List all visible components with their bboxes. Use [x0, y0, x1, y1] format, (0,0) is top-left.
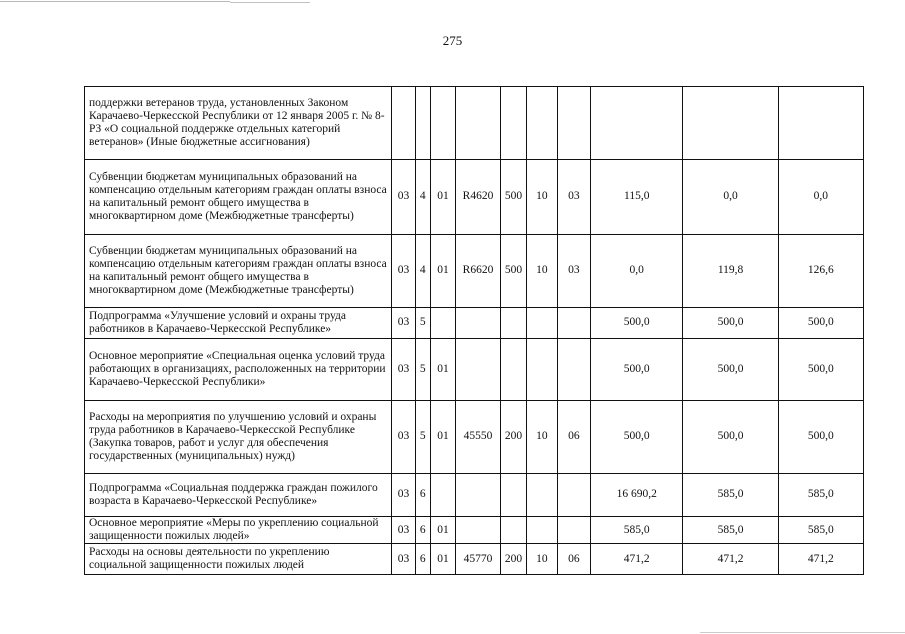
amount-year-2: 119,8 [683, 235, 778, 308]
code-subprogram: 4 [415, 235, 430, 308]
amount-year-3 [778, 87, 863, 160]
code-event: 01 [430, 160, 455, 235]
code-subprogram: 6 [415, 474, 430, 517]
code-event [430, 87, 455, 160]
code-direction [456, 87, 501, 160]
code-subsection [557, 87, 590, 160]
code-event: 01 [430, 517, 455, 544]
code-direction: 45770 [456, 544, 501, 575]
amount-year-3: 0,0 [778, 160, 863, 235]
code-section: 10 [527, 544, 557, 575]
amount-year-3: 500,0 [778, 308, 863, 339]
row-name: Основное мероприятие «Специальная оценка условий труда работающих в организациях, расположенных на территории Карачаево-Черкесской Республики» [85, 339, 392, 401]
scan-artifact [230, 2, 310, 3]
code-expense-type [500, 474, 526, 517]
code-subprogram: 5 [415, 308, 430, 339]
code-section [527, 308, 557, 339]
code-section [527, 474, 557, 517]
code-expense-type: 500 [500, 235, 526, 308]
row-name: поддержки ветеранов труда, установленных Законом Карачаево-Черкесской Республики от 12 января 2005 г. № 8-РЗ «О социальной поддержке отдельных категорий ветеранов» (Иные бюджетные ассигнования) [85, 87, 392, 160]
code-program: 03 [392, 235, 415, 308]
row-name: Подпрограмма «Улучшение условий и охраны труда работников в Карачаево-Черкесской Республике» [85, 308, 392, 339]
amount-year-2: 0,0 [683, 160, 778, 235]
amount-year-3: 500,0 [778, 339, 863, 401]
code-expense-type [500, 87, 526, 160]
amount-year-1: 0,0 [591, 235, 683, 308]
code-subsection: 06 [557, 544, 590, 575]
row-name: Расходы на мероприятия по улучшению условий и охраны труда работников в Карачаево-Черкесской Республике (Закупка товаров, работ и услуг для обеспечения государственных (муниципальных) нужд) [85, 401, 392, 474]
code-section [527, 517, 557, 544]
code-program [392, 87, 415, 160]
code-section: 10 [527, 160, 557, 235]
code-direction [456, 517, 501, 544]
code-subprogram [415, 87, 430, 160]
code-event: 01 [430, 235, 455, 308]
code-direction: R4620 [456, 160, 501, 235]
code-expense-type [500, 339, 526, 401]
table-row [85, 87, 864, 160]
code-expense-type: 500 [500, 160, 526, 235]
code-direction [456, 339, 501, 401]
code-section: 10 [527, 401, 557, 474]
amount-year-3: 471,2 [778, 544, 863, 575]
scan-artifact [700, 632, 905, 633]
code-event [430, 474, 455, 517]
table-row [85, 339, 864, 401]
code-expense-type [500, 517, 526, 544]
amount-year-1 [591, 87, 683, 160]
code-subsection: 03 [557, 160, 590, 235]
code-subsection [557, 339, 590, 401]
amount-year-2: 500,0 [683, 308, 778, 339]
table-row [85, 401, 864, 474]
amount-year-2: 585,0 [683, 517, 778, 544]
code-section [527, 339, 557, 401]
code-program: 03 [392, 401, 415, 474]
code-event: 01 [430, 544, 455, 575]
amount-year-1: 500,0 [591, 401, 683, 474]
code-program: 03 [392, 160, 415, 235]
amount-year-2: 500,0 [683, 339, 778, 401]
amount-year-3: 126,6 [778, 235, 863, 308]
row-name: Основное мероприятие «Меры по укреплению социальной защищенности пожилых людей» [85, 517, 392, 544]
amount-year-3: 585,0 [778, 517, 863, 544]
amount-year-2: 500,0 [683, 401, 778, 474]
amount-year-1: 500,0 [591, 308, 683, 339]
code-program: 03 [392, 339, 415, 401]
table-row [85, 474, 864, 517]
amount-year-3: 500,0 [778, 401, 863, 474]
amount-year-1: 500,0 [591, 339, 683, 401]
code-subsection [557, 308, 590, 339]
page-number: 275 [442, 33, 463, 48]
code-event [430, 308, 455, 339]
table-row [85, 160, 864, 235]
code-subsection [557, 474, 590, 517]
amount-year-1: 16 690,2 [591, 474, 683, 517]
code-direction [456, 474, 501, 517]
code-section [527, 87, 557, 160]
code-program: 03 [392, 544, 415, 575]
code-subsection: 03 [557, 235, 590, 308]
code-direction: 45550 [456, 401, 501, 474]
code-program: 03 [392, 517, 415, 544]
amount-year-2: 471,2 [683, 544, 778, 575]
table-row [85, 544, 864, 575]
code-direction [456, 308, 501, 339]
code-expense-type: 200 [500, 544, 526, 575]
table-row [85, 308, 864, 339]
row-name: Субвенции бюджетам муниципальных образований на компенсацию отдельным категориям граждан оплаты взноса на капитальный ремонт общего имущества в многоквартирном доме (Межбюджетные трансферты) [85, 235, 392, 308]
code-subsection [557, 517, 590, 544]
row-name: Субвенции бюджетам муниципальных образований на компенсацию отдельным категориям граждан оплаты взноса на капитальный ремонт общего имущества в многоквартирном доме (Межбюджетные трансферты) [85, 160, 392, 235]
budget-table [84, 86, 864, 575]
code-subsection: 06 [557, 401, 590, 474]
amount-year-1: 471,2 [591, 544, 683, 575]
code-program: 03 [392, 308, 415, 339]
code-section: 10 [527, 235, 557, 308]
code-subprogram: 6 [415, 517, 430, 544]
code-program: 03 [392, 474, 415, 517]
code-event: 01 [430, 401, 455, 474]
amount-year-2: 585,0 [683, 474, 778, 517]
table-row [85, 235, 864, 308]
amount-year-2 [683, 87, 778, 160]
code-expense-type: 200 [500, 401, 526, 474]
code-expense-type [500, 308, 526, 339]
row-name: Расходы на основы деятельности по укреплению социальной защищенности пожилых людей [85, 544, 392, 575]
code-subprogram: 6 [415, 544, 430, 575]
code-subprogram: 4 [415, 160, 430, 235]
scan-artifact [0, 1, 230, 2]
code-subprogram: 5 [415, 339, 430, 401]
code-direction: R6620 [456, 235, 501, 308]
code-subprogram: 5 [415, 401, 430, 474]
code-event: 01 [430, 339, 455, 401]
amount-year-3: 585,0 [778, 474, 863, 517]
amount-year-1: 585,0 [591, 517, 683, 544]
row-name: Подпрограмма «Социальная поддержка граждан пожилого возраста в Карачаево-Черкесской Республике» [85, 474, 392, 517]
amount-year-1: 115,0 [591, 160, 683, 235]
table-row [85, 517, 864, 544]
